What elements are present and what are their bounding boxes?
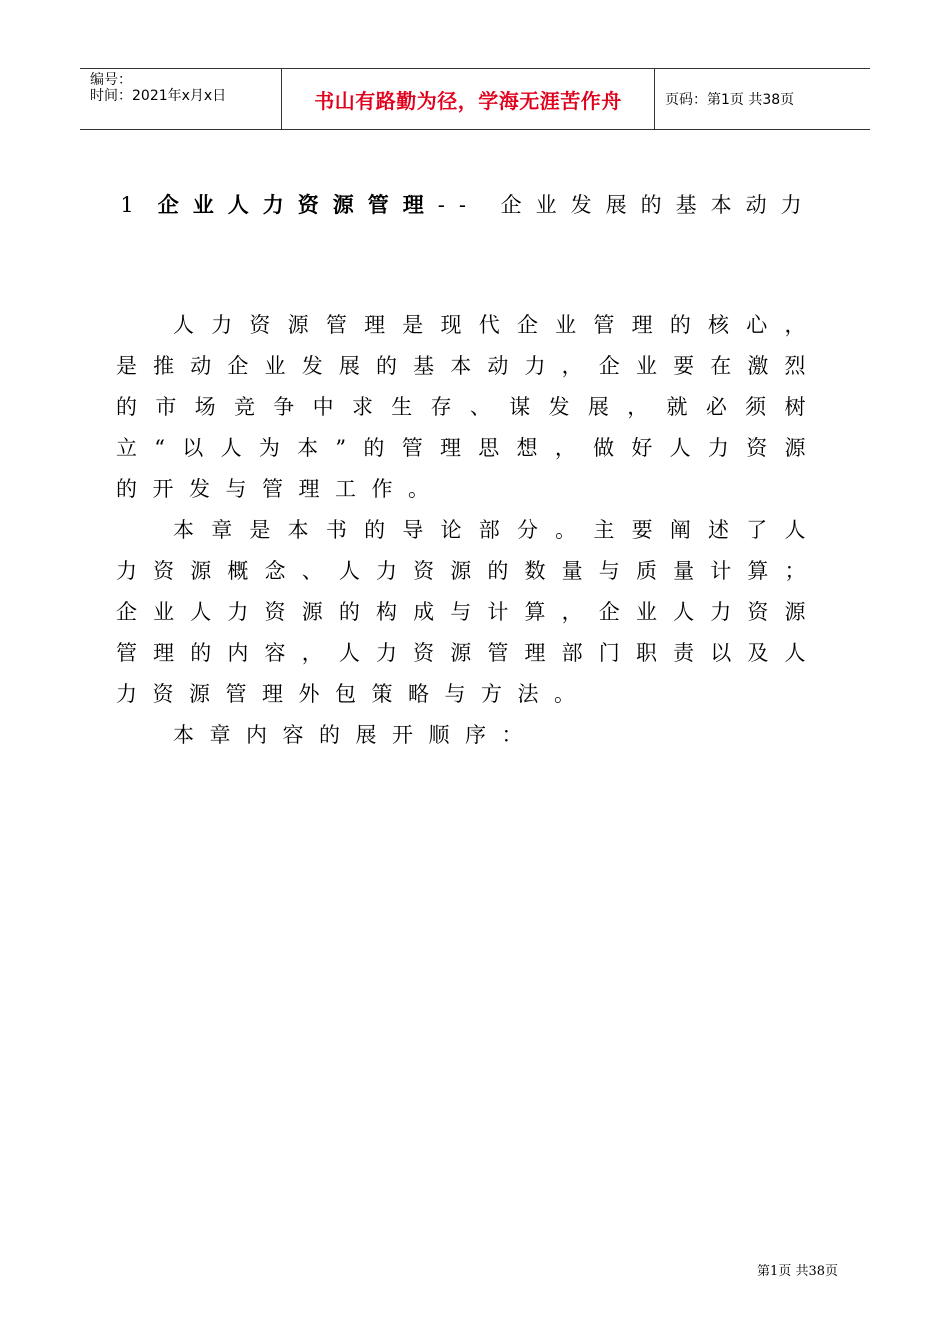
paragraph: 本章是本书的导论部分。主要阐述了人力资源概念、人力资源的数量与质量计算；企业人力资源的构成与计算，企业人力资源管理的内容，人力资源管理部门职责以及人力资源管理外包策略与方法。 — [116, 518, 821, 706]
header-meta — [80, 69, 282, 129]
header-motto: 书山有路勤为径，学海无涯苦作舟 — [282, 69, 655, 129]
chapter-title-bold: 企业人力资源管理 — [157, 192, 438, 217]
header-page-info: 页码：第1页 共38页 — [665, 92, 795, 108]
paragraph: 本章内容的展开顺序： — [173, 723, 538, 747]
time-label: 时间：2021年x月x日 — [90, 88, 227, 104]
page-footer: 第1页 共38页 — [757, 1264, 838, 1279]
paragraph: 人力资源管理是现代企业管理的核心，是推动企业发展的基本动力，企业要在激烈的市场竞争中求生存、谋发展，就必须树立“以人为本”的管理思想，做好人力资源的开发与管理工作。 — [116, 313, 821, 501]
body-content — [116, 305, 821, 756]
page-header — [80, 68, 870, 130]
code-label: 编号： — [90, 72, 132, 88]
chapter-title — [118, 185, 818, 225]
chapter-title-rest: -- 企业发展的基本动力 — [437, 193, 816, 217]
chapter-number: 1 — [120, 193, 134, 217]
